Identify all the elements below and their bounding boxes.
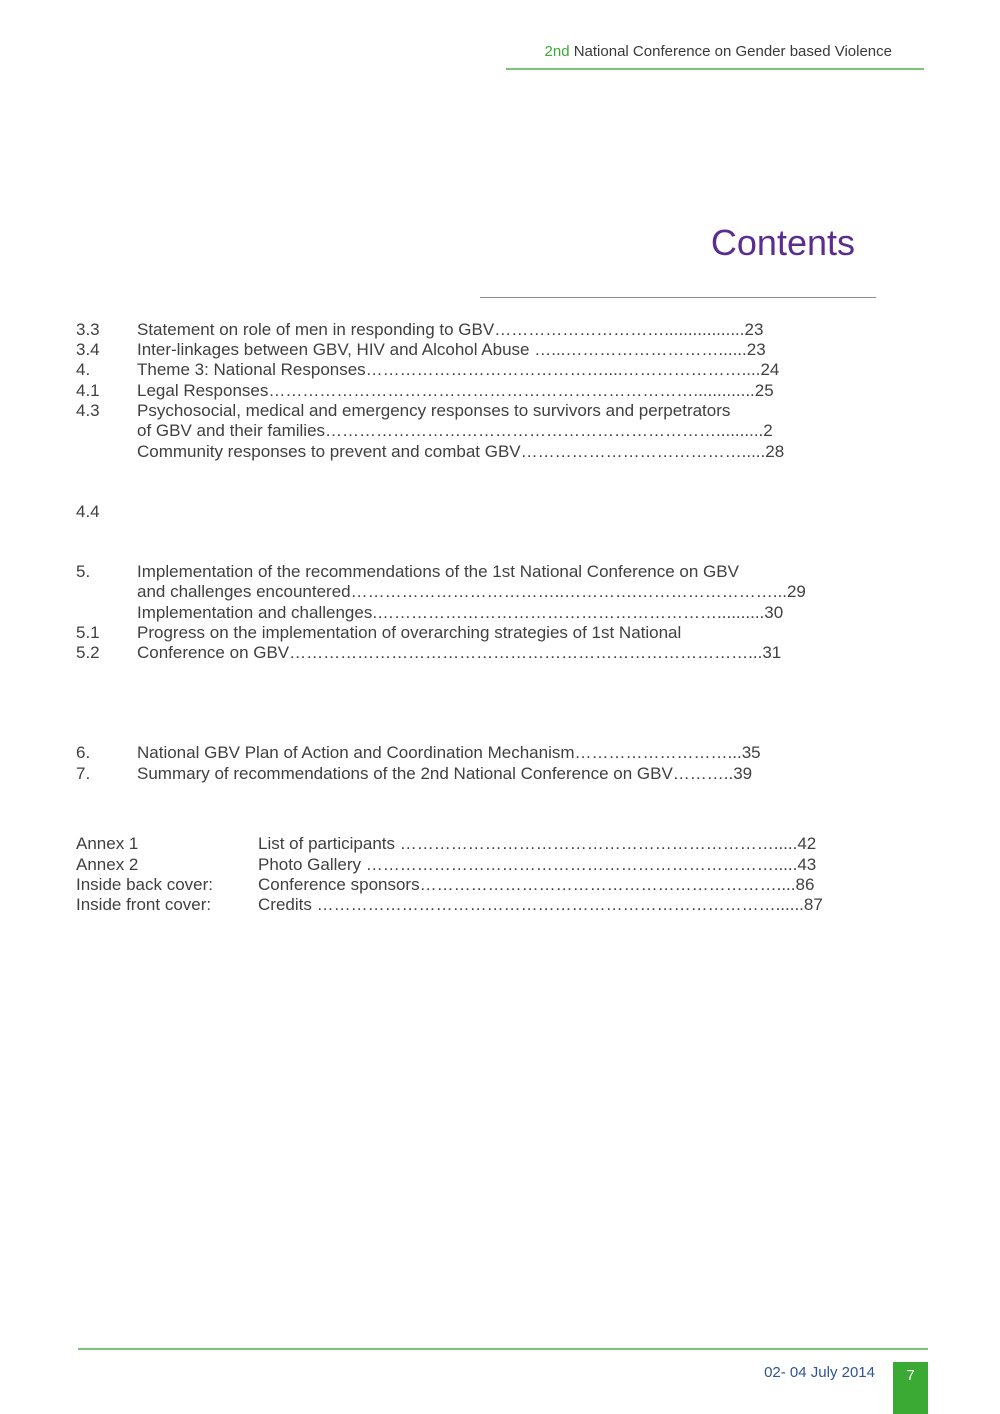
page-number: 7 (906, 1367, 915, 1384)
toc-number: 5.2 (76, 643, 100, 662)
footer-date: 02- 04 July 2014 (764, 1364, 875, 1381)
header-ordinal: 2nd (544, 43, 570, 60)
running-header (545, 43, 892, 60)
footer-divider (78, 1348, 928, 1350)
toc-number: 5. (76, 562, 91, 581)
annex-entry: Photo Gallery ……………………………………………………………….....43 (258, 855, 817, 874)
annex-entry: List of participants ………………………………………………………….....42 (258, 834, 817, 853)
toc-entry: Implementation of the recommendations of the 1st National Conference on GBV (137, 562, 739, 581)
annex-label: Inside front cover: (76, 895, 212, 914)
page-title: Contents (710, 222, 855, 263)
annex-entry: Conference sponsors………………………………………………………....86 (258, 875, 815, 894)
page-number-badge (893, 1362, 928, 1414)
toc-number: 5.1 (76, 623, 100, 642)
toc-number: 4. (76, 360, 91, 379)
toc-entry: Progress on the implementation of overarching strategies of 1st National (137, 623, 682, 642)
toc-number: 3.3 (76, 320, 100, 339)
toc-entry: Psychosocial, medical and emergency responses to survivors and perpetrators (137, 401, 731, 420)
toc-entry: Implementation and challenges.……………………………………………………..........30 (137, 603, 784, 622)
toc-entry-continued: and challenges encountered………………………………..………….……………………...29 (137, 582, 806, 601)
toc-entry: Theme 3: National Responses……………………………………....…………………....24 (137, 360, 780, 379)
toc-entry: Summary of recommendations of the 2nd National Conference on GBV………..39 (137, 764, 753, 783)
annex-label: Inside back cover: (76, 875, 214, 894)
toc-entry: Legal Responses………………………………………………………………….............25 (137, 381, 774, 400)
toc-entry: Inter-linkages between GBV, HIV and Alcohol Abuse …...………………………......23 (137, 340, 766, 359)
annex-label: Annex 2 (76, 855, 139, 874)
toc-number: 6. (76, 743, 91, 762)
toc-entry: National GBV Plan of Action and Coordination Mechanism………………………...35 (137, 743, 761, 762)
header-title: National Conference on Gender based Violence (573, 43, 892, 60)
annex-label: Annex 1 (76, 834, 139, 853)
toc-number: 4.1 (76, 381, 100, 400)
toc-number: 4.3 (76, 401, 100, 420)
toc-entry: Statement on role of men in responding to GBV………………………….................23 (137, 320, 764, 339)
toc-entry-continued: of GBV and their families……………………………………………………………..........2 (137, 421, 773, 440)
header-divider (506, 68, 924, 70)
toc-number: 4.4 (76, 502, 100, 521)
annex-entry: Credits ………………………………………………………………………......87 (258, 895, 823, 914)
toc-entry: Community responses to prevent and combat GBV………………………………….....28 (137, 442, 785, 461)
toc-entry: Conference on GBV………………………………………………………………………...31 (137, 643, 782, 662)
toc-number: 3.4 (76, 340, 100, 359)
toc-number: 7. (76, 764, 91, 783)
title-divider (480, 297, 876, 298)
